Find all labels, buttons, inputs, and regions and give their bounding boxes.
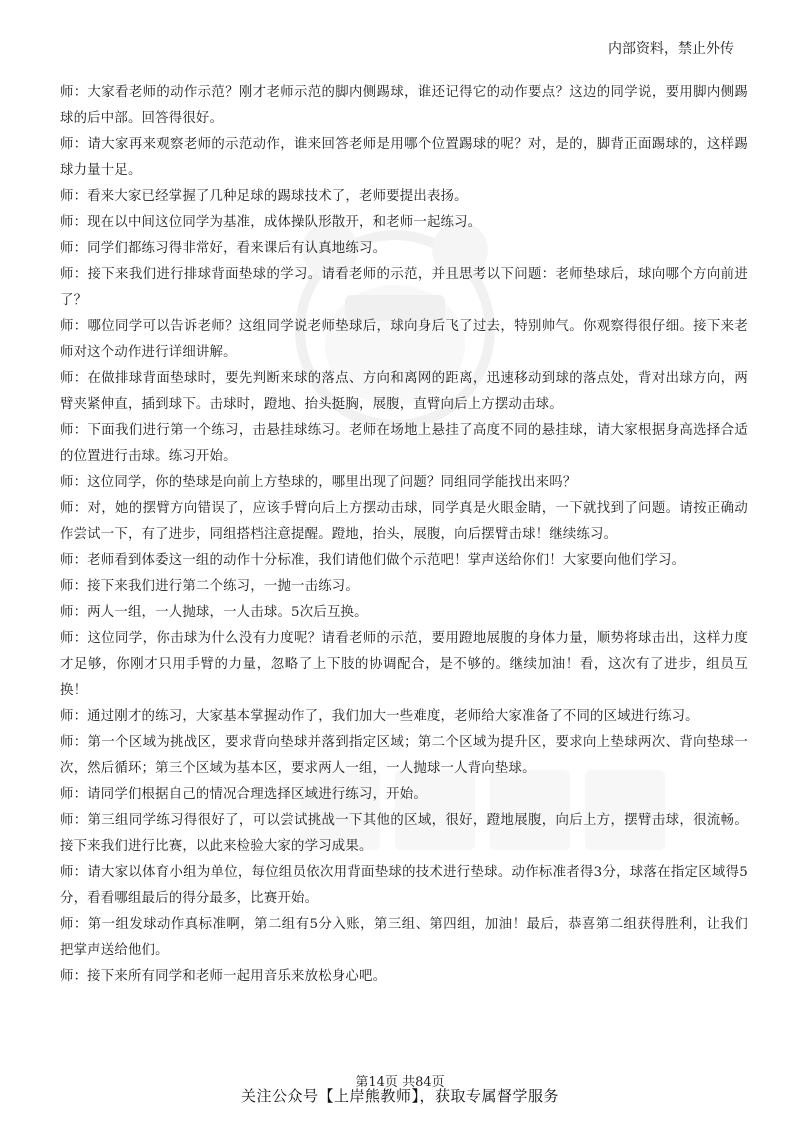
paragraph: 师：请大家再来观察老师的示范动作，谁来回答老师是用哪个位置踢球的呢？对，是的，脚背正面踢球的，这样踢球力量十足。 bbox=[60, 137, 748, 178]
paragraph: 师：两人一组，一人抛球，一人击球。5次后互换。 bbox=[60, 605, 368, 620]
footer-promo: 关注公众号【上岸熊教师】，获取专属督学服务 bbox=[240, 1087, 559, 1105]
paragraph: 师：这位同学，你击球为什么没有力度呢？请看老师的示范，要用蹬地展腹的身体力量，顺势将球击出，这样力度才足够，你刚才只用手臂的力量，忽略了上下肢的协调配合，是不够的。继续加油！看，这次有了进步，组员互换！ bbox=[60, 631, 748, 698]
paragraph: 师：在做排球背面垫球时，要先判断来球的落点、方向和离网的距离，迅速移动到球的落点处，背对出球方向，两臂夹紧伸直，插到球下。击球时，蹬地、抬头挺胸，展腹，直臂向后上方摆动击球。 bbox=[60, 371, 748, 412]
document-body bbox=[60, 80, 748, 990]
paragraph: 师：接下来所有同学和老师一起用音乐来放松身心吧。 bbox=[60, 969, 387, 984]
paragraph: 师：请大家以体育小组为单位，每位组员依次用背面垫球的技术进行垫球。动作标准者得3分，球落在指定区域得5分，看看哪组最后的得分最多，比赛开始。 bbox=[60, 865, 748, 906]
paragraph: 师：这位同学，你的垫球是向前上方垫球的，哪里出现了问题？同组同学能找出来吗？ bbox=[60, 475, 577, 490]
paragraph: 师：接下来我们进行排球背面垫球的学习。请看老师的示范，并且思考以下问题：老师垫球后，球向哪个方向前进了？ bbox=[60, 267, 748, 308]
paragraph: 师：第一个区域为挑战区，要求背向垫球并落到指定区域；第二个区域为提升区，要求向上垫球两次、背向垫球一次，然后循环；第三个区域为基本区，要求两人一组，一人抛球一人背向垫球。 bbox=[60, 735, 748, 776]
paragraph: 师：现在以中间这位同学为基准，成体操队形散开，和老师一起练习。 bbox=[60, 215, 482, 230]
paragraph: 师：第三组同学练习得很好了，可以尝试挑战一下其他的区域，很好，蹬地展腹，向后上方，摆臂击球，很流畅。接下来我们进行比赛，以此来检验大家的学习成果。 bbox=[60, 813, 748, 854]
paragraph: 师：接下来我们进行第二个练习，一抛一击练习。 bbox=[60, 579, 359, 594]
paragraph: 师：对，她的摆臂方向错误了，应该手臂向后上方摆动击球，同学真是火眼金睛，一下就找到了问题。请按正确动作尝试一下，有了进步，同组搭档注意提醒。蹬地，抬头，展腹，向后摆臂击球！继续练习。 bbox=[60, 501, 748, 542]
paragraph: 师：哪位同学可以告诉老师？这组同学说老师垫球后，球向身后飞了过去，特别帅气。你观察得很仔细。接下来老师对这个动作进行详细讲解。 bbox=[60, 319, 748, 360]
header-note: 内部资料，禁止外传 bbox=[608, 41, 734, 57]
paragraph: 师：请同学们根据自己的情况合理选择区域进行练习，开始。 bbox=[60, 787, 427, 802]
paragraph: 师：老师看到体委这一组的动作十分标准，我们请他们做个示范吧！掌声送给你们！大家要向他们学习。 bbox=[60, 553, 686, 568]
paragraph: 师：看来大家已经掌握了几种足球的踢球技术了，老师要提出表扬。 bbox=[60, 189, 468, 204]
page-number: 第14页 共84页 bbox=[355, 1075, 445, 1090]
paragraph: 师：下面我们进行第一个练习，击悬挂球练习。老师在场地上悬挂了高度不同的悬挂球，请大家根据身高选择合适的位置进行击球。练习开始。 bbox=[60, 423, 748, 464]
paragraph: 师：大家看老师的动作示范？刚才老师示范的脚内侧踢球，谁还记得它的动作要点？这边的同学说，要用脚内侧踢球的后中部。回答得很好。 bbox=[60, 85, 748, 126]
paragraph: 师：第一组发球动作真标准啊，第二组有5分入账，第三组、第四组，加油！最后，恭喜第二组获得胜利，让我们把掌声送给他们。 bbox=[60, 917, 748, 958]
paragraph: 师：通过刚才的练习，大家基本掌握动作了，我们加大一些难度，老师给大家准备了不同的区域进行练习。 bbox=[60, 709, 699, 724]
paragraph: 师：同学们都练习得非常好，看来课后有认真地练习。 bbox=[60, 241, 387, 256]
